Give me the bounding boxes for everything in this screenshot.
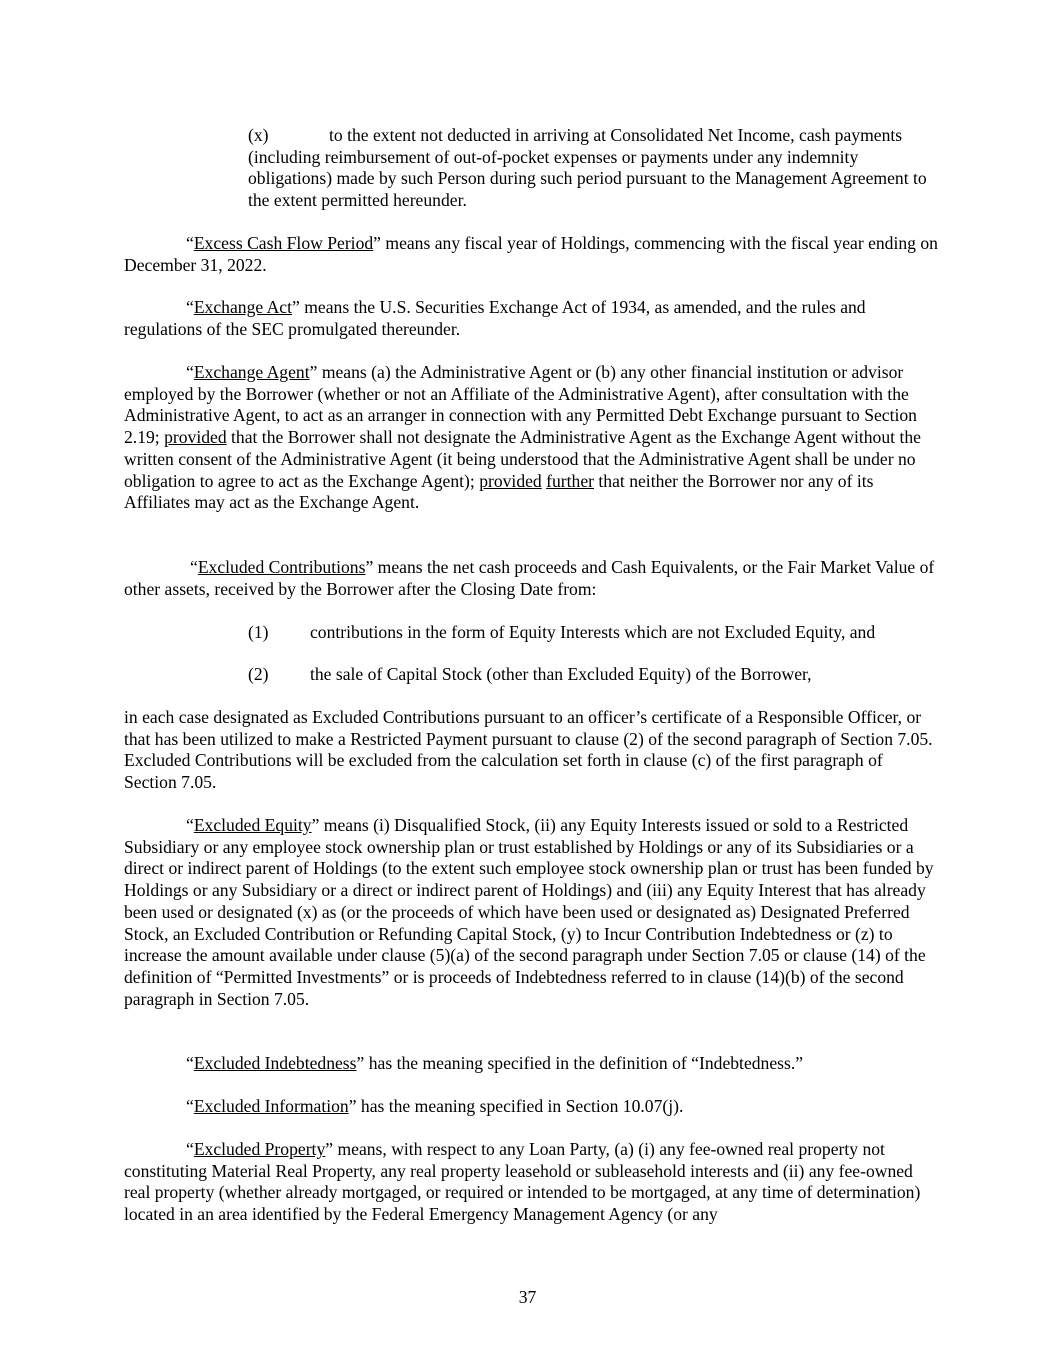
- definition-excess-cash-flow-period: “Excess Cash Flow Period” means any fiscal year of Holdings, commencing with the fiscal year ending on December 31, 2022.: [124, 233, 938, 275]
- definition-exchange-agent: “Exchange Agent” means (a) the Administrative Agent or (b) any other financial institution or advisor employed by the Borrower (whether or not an Affiliate of the Administrative Agent), after consultation with the Administrative Agent, to act as an arranger in connection with any Permitted Debt Exchange pursuant to Section 2.19; provided that the Borrower shall not designate the Administrative Agent as the Exchange Agent without the written consent of the Administrative Agent (it being understood that the Administrative Agent shall be under no obligation to agree to act as the Exchange Agent); provided further that neither the Borrower nor any of its Affiliates may act as the Exchange Agent.: [124, 362, 921, 513]
- provided-term: provided: [164, 427, 227, 448]
- defined-term: Excess Cash Flow Period: [193, 233, 374, 253]
- definition-excluded-equity: “Excluded Equity” means (i) Disqualified Stock, (ii) any Equity Interests issued or sold to a Restricted Subsidiary or any employee stock ownership plan or trust established by Holdings or any of its Subsidiaries or a direct or indirect parent of Holdings (to the extent such employee stock ownership plan or trust has been funded by Holdings or any Subsidiary or a direct or indirect parent of Holdings) and (iii) any Equity Interest that has already been used or designated (x) as (or the proceeds of which have been used or designated as) Designated Preferred Stock, an Excluded Contribution or Refunding Capital Stock, (y) to Incur Contribution Indebtedness or (z) to increase the amount available under clause (5)(a) of the second paragraph under Section 7.05 or clause (14) of the definition of “Permitted Investments” or is proceeds of Indebtedness referred to in clause (14)(b) of the second paragraph in Section 7.05.: [124, 815, 934, 1009]
- clause-x-text: to the extent not deducted in arriving at Consolidated Net Income, cash payments (including reimbursement of out-of-pocket expenses or payments under any indemnity obligations) made by such Person during such period pursuant to the Management Agreement to the extent permitted hereunder.: [248, 125, 927, 211]
- definition-excluded-indebtedness: “Excluded Indebtedness” has the meaning specified in the definition of “Indebtedness.”: [186, 1053, 804, 1073]
- excluded-contributions-trailer: in each case designated as Excluded Contributions pursuant to an officer’s certificate of a Responsible Officer, or that has been utilized to make a Restricted Payment pursuant to clause (2) of the second paragraph of Section 7.05. Excluded Contributions will be excluded from the calculation set forth in clause (c) of the first paragraph of Section 7.05.: [124, 707, 933, 793]
- definition-excluded-information: “Excluded Information” has the meaning specified in Section 10.07(j).: [186, 1096, 684, 1116]
- clause-x-label: (x): [248, 125, 269, 145]
- defined-term: Excluded Contributions: [197, 557, 366, 577]
- defined-term: Exchange Act: [193, 297, 293, 317]
- defined-term: Excluded Indebtedness: [193, 1053, 357, 1073]
- defined-term: Exchange Agent: [193, 362, 310, 382]
- defined-term: Excluded Equity: [193, 815, 312, 835]
- excluded-contributions-item-1: (1) contributions in the form of Equity Interests which are not Excluded Equity, and: [248, 622, 876, 642]
- defined-term: Excluded Property: [193, 1139, 326, 1159]
- defined-term: Excluded Information: [193, 1096, 349, 1116]
- definition-excluded-contributions: “Excluded Contributions” means the net cash proceeds and Cash Equivalents, or the Fair Market Value of other assets, received by the Borrower after the Closing Date from:: [124, 557, 935, 599]
- definition-excluded-property: “Excluded Property” means, with respect to any Loan Party, (a) (i) any fee-owned real property not constituting Material Real Property, any real property leasehold or subleasehold interests and (ii) any fee-owned real property (whether already mortgaged, or required or intended to be mortgaged, at any time of determination) located in an area identified by the Federal Emergency Management Agency (or any: [124, 1139, 921, 1225]
- clause-x: [248, 125, 938, 212]
- further-term: further: [546, 470, 595, 491]
- excluded-contributions-item-2: (2) the sale of Capital Stock (other than Excluded Equity) of the Borrower,: [248, 664, 812, 684]
- provided-term: provided: [479, 470, 542, 491]
- definition-exchange-act: “Exchange Act” means the U.S. Securities Exchange Act of 1934, as amended, and the rules and regulations of the SEC promulgated thereunder.: [124, 297, 866, 339]
- page-number: 37: [518, 1287, 537, 1307]
